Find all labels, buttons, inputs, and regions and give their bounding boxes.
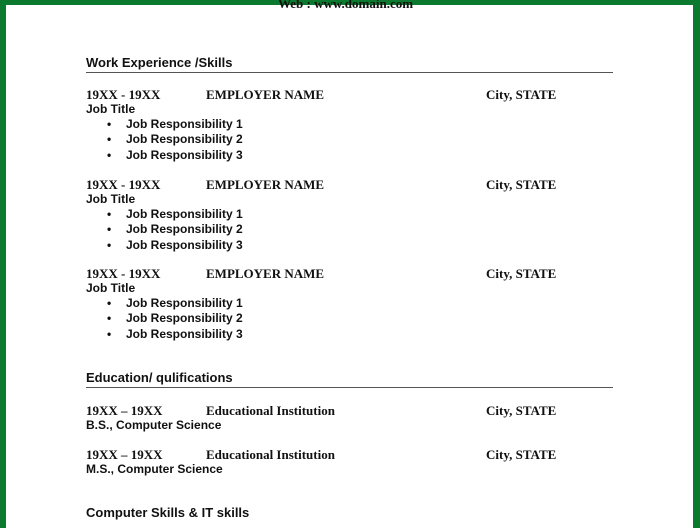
education-dates: 19XX – 19XX <box>86 447 163 462</box>
responsibility-item: • Job Responsibility 2 <box>107 222 243 237</box>
bullet-icon: • <box>107 296 112 310</box>
job-title: Job Title <box>86 281 136 295</box>
responsibility-list <box>86 117 616 163</box>
bullet-icon: • <box>107 147 112 162</box>
education-dates: 19XX – 19XX <box>86 403 163 418</box>
job-location: City, STATE <box>486 177 557 192</box>
responsibility-item: • Job Responsibility 3 <box>107 147 243 162</box>
bullet-icon: • <box>107 237 112 252</box>
computer-skills-heading: Computer Skills & IT skills <box>86 505 250 520</box>
employer-name: EMPLOYER NAME <box>206 177 325 192</box>
degree: M.S., Computer Science <box>86 462 223 476</box>
responsibility-item: • Job Responsibility 2 <box>107 132 243 147</box>
degree: B.S., Computer Science <box>86 418 222 432</box>
responsibility-item: • Job Responsibility 2 <box>107 311 243 326</box>
job-dates: 19XX - 19XX <box>86 266 161 281</box>
job-title: Job Title <box>86 102 136 116</box>
institution-name: Educational Institution <box>206 447 335 462</box>
responsibility-item: • Job Responsibility 1 <box>107 296 243 310</box>
job-location: City, STATE <box>486 266 557 281</box>
bullet-icon: • <box>107 117 112 131</box>
bullet-icon: • <box>107 311 112 326</box>
education-entry <box>86 403 616 433</box>
bullet-icon: • <box>107 326 112 341</box>
institution-name: Educational Institution <box>206 403 335 418</box>
bullet-icon: • <box>107 207 112 221</box>
work-experience-heading: Work Experience /Skills <box>86 55 613 73</box>
responsibility-item: • Job Responsibility 3 <box>107 326 243 341</box>
education-location: City, STATE <box>486 403 557 418</box>
job-entry <box>86 266 616 342</box>
job-entry <box>86 87 616 163</box>
job-location: City, STATE <box>486 87 557 102</box>
job-entry <box>86 177 616 253</box>
education-heading: Education/ qulifications <box>86 370 613 388</box>
responsibility-list <box>86 207 616 253</box>
responsibility-item: • Job Responsibility 1 <box>107 117 243 131</box>
responsibility-list <box>86 296 616 342</box>
employer-name: EMPLOYER NAME <box>206 87 325 102</box>
education-location: City, STATE <box>486 447 557 462</box>
responsibility-item: • Job Responsibility 3 <box>107 237 243 252</box>
responsibility-item: • Job Responsibility 1 <box>107 207 243 221</box>
job-dates: 19XX - 19XX <box>86 87 161 102</box>
resume-page <box>6 0 693 528</box>
education-entry <box>86 447 616 477</box>
bullet-icon: • <box>107 222 112 237</box>
bullet-icon: • <box>107 132 112 147</box>
web-address-line: Web : www.domain.com <box>278 0 414 11</box>
employer-name: EMPLOYER NAME <box>206 266 325 281</box>
job-title: Job Title <box>86 192 136 206</box>
job-dates: 19XX - 19XX <box>86 177 161 192</box>
